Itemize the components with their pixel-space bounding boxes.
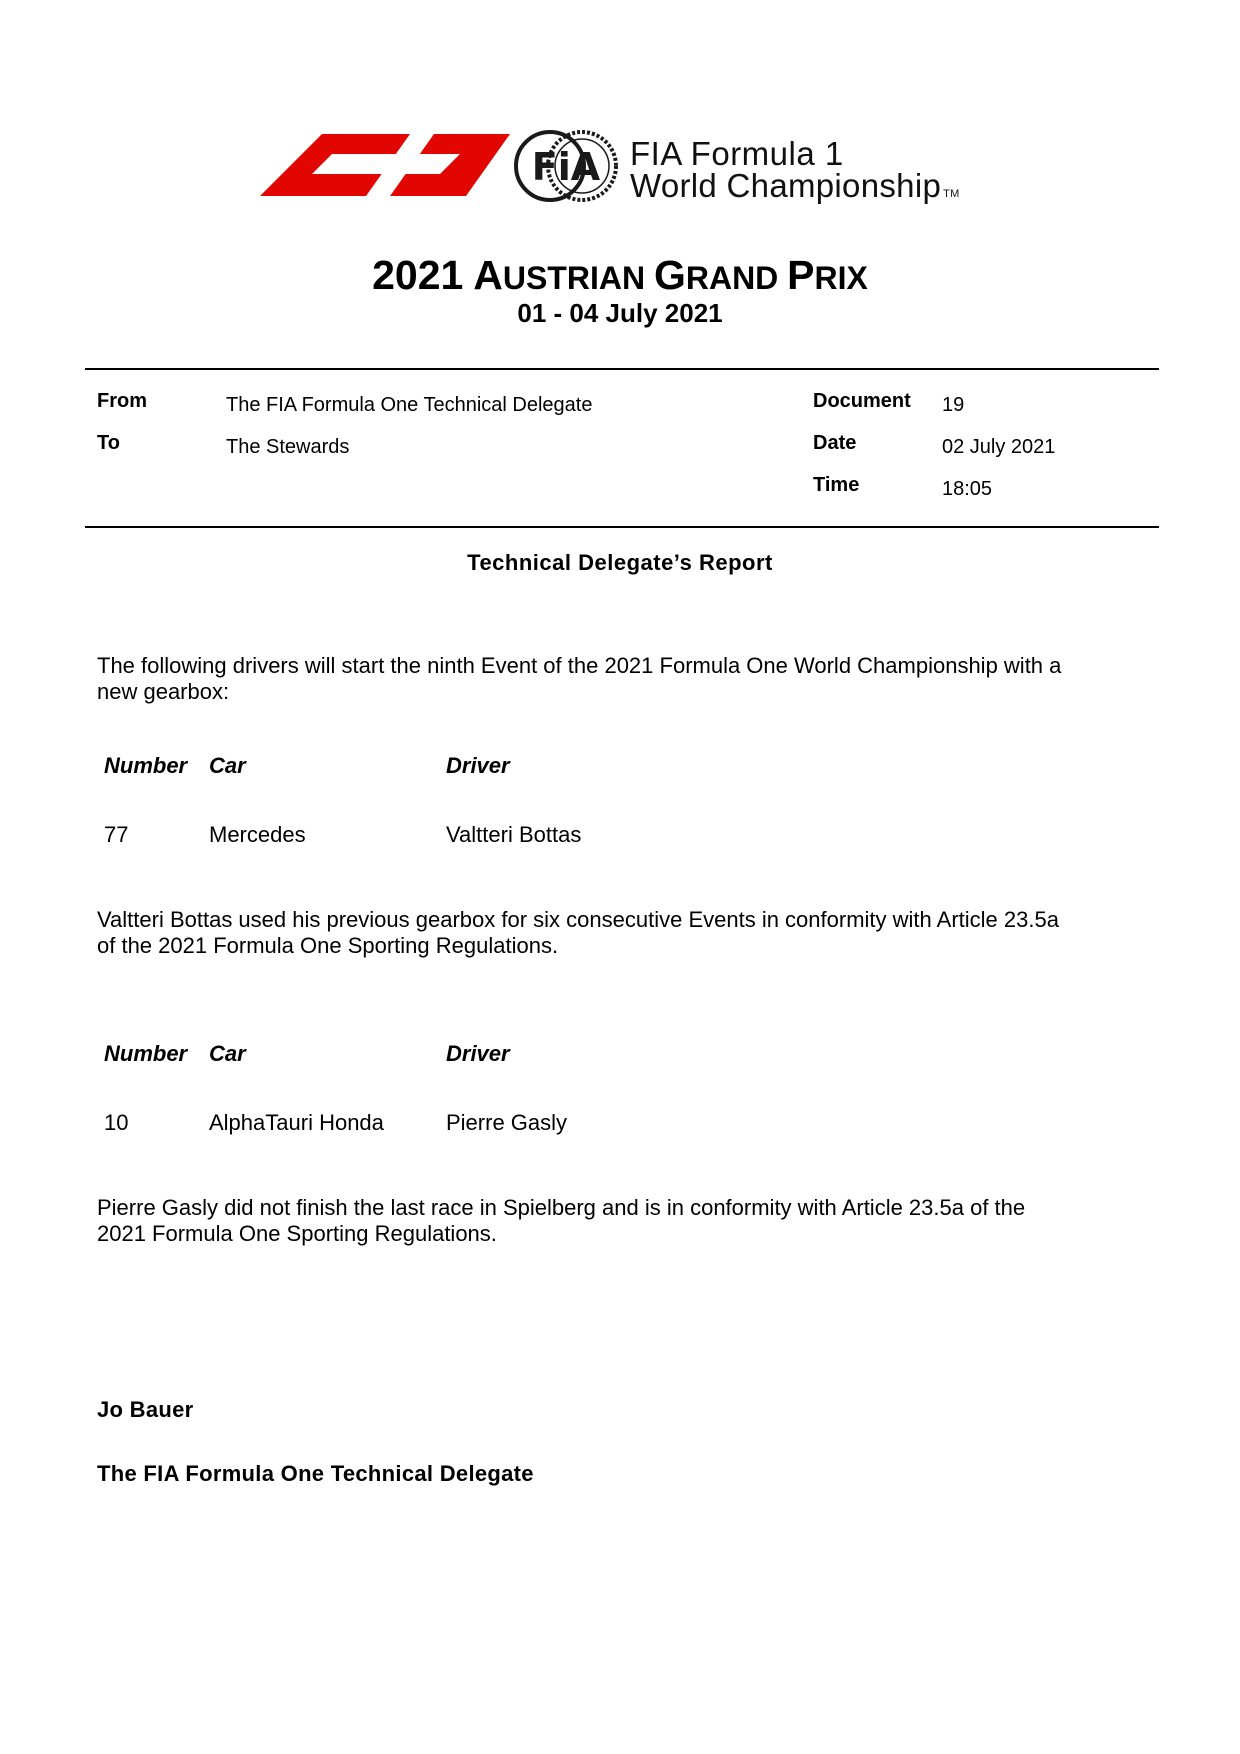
note-paragraph-2: [97, 1195, 1147, 1247]
document-value: 19: [942, 394, 965, 416]
to-value: The Stewards: [226, 436, 350, 458]
logo-text-line2: [630, 168, 960, 212]
table-2-header-car: Car: [209, 1041, 246, 1066]
note-2-line-1: Pierre Gasly did not finish the last race in Spielberg and is in conformity with Article 23.5a of the: [97, 1195, 1026, 1220]
event-title: [0, 252, 1240, 301]
signature-role: The FIA Formula One Technical Delegate: [97, 1461, 534, 1486]
time-label: Time: [813, 474, 860, 496]
document-label: Document: [813, 390, 911, 412]
event-title-w2-initial: G: [653, 252, 686, 298]
note-1-line-1: Valtteri Bottas used his previous gearbox for six consecutive Events in conformity with Article 23.5a: [97, 907, 1059, 932]
note-2-line-2: 2021 Formula One Sporting Regulations.: [97, 1221, 497, 1246]
logo-trademark: TM: [943, 188, 960, 200]
report-title: Technical Delegate’s Report: [467, 550, 773, 575]
signature-name: Jo Bauer: [97, 1397, 194, 1422]
intro-paragraph: [97, 653, 1147, 705]
table-1-row-car: Mercedes: [209, 822, 306, 847]
date-label: Date: [813, 432, 857, 454]
event-title-w3-initial: P: [787, 252, 815, 298]
note-1-line-2: of the 2021 Formula One Sporting Regulations.: [97, 933, 559, 958]
divider-bottom: [85, 526, 1159, 528]
table-1-header-car: Car: [209, 753, 246, 778]
event-title-w2-rest: RAND: [685, 260, 788, 296]
event-title-year: 2021: [372, 252, 474, 298]
svg-text:FiA: FiA: [531, 145, 601, 189]
event-dates: 01 - 04 July 2021: [517, 298, 723, 328]
table-1-row-number: 77: [104, 822, 129, 847]
table-2-header-number: Number: [104, 1041, 188, 1066]
event-title-w1-initial: A: [473, 252, 503, 298]
to-label: To: [97, 432, 120, 454]
from-label: From: [97, 390, 147, 412]
time-value: 18:05: [942, 478, 993, 500]
note-paragraph-1: [97, 907, 1147, 959]
fia-seal-icon: [514, 128, 618, 204]
table-2-row-number: 10: [104, 1110, 129, 1135]
event-title-w3-rest: RIX: [814, 260, 868, 296]
table-2-header-driver: Driver: [446, 1041, 510, 1066]
intro-line-2: new gearbox:: [97, 679, 230, 704]
divider-top: [85, 368, 1159, 370]
logo-text-line2-main: World Championship: [630, 167, 942, 204]
intro-line-1: The following drivers will start the ninth Event of the 2021 Formula One World Championship with a: [97, 653, 1062, 678]
table-1-row-driver: Valtteri Bottas: [446, 822, 582, 847]
f1-logo-icon: [260, 134, 510, 196]
table-2-row-driver: Pierre Gasly: [446, 1110, 568, 1135]
header-logo: [260, 128, 1010, 218]
event-title-w1-rest: USTRIAN: [502, 260, 654, 296]
from-value: The FIA Formula One Technical Delegate: [226, 394, 593, 416]
date-value: 02 July 2021: [942, 436, 1056, 458]
table-1-header-number: Number: [104, 753, 188, 778]
table-1-header-driver: Driver: [446, 753, 510, 778]
table-2-row-car: AlphaTauri Honda: [209, 1110, 384, 1135]
logo-text-line1: FIA Formula 1: [630, 135, 844, 172]
